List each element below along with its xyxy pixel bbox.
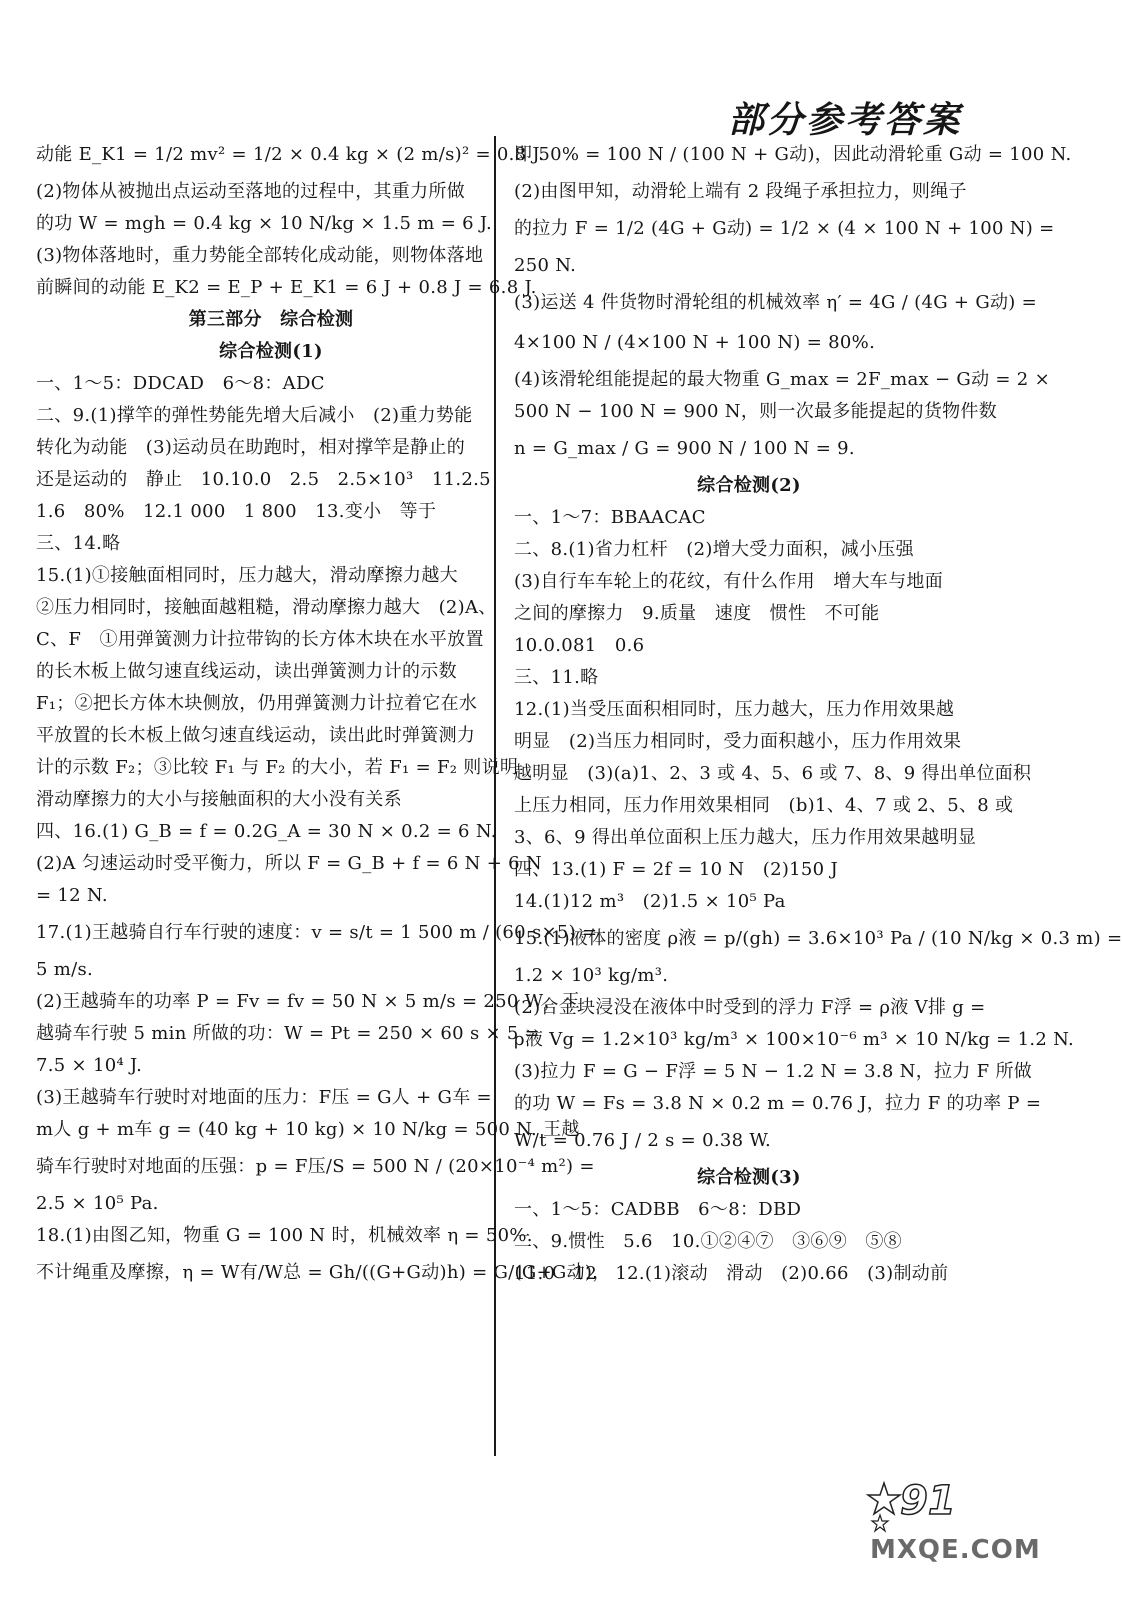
left-line-31: m人 g + m车 g = (40 kg + 10 kg) × 10 N/kg = 500 N. 王越: [36, 1119, 580, 1140]
header-title: 部分参考答案: [727, 99, 962, 141]
left-line-10: 转化为动能 (3)运动员在助跑时，相对撑竿是静止的: [36, 437, 465, 458]
right-line-33: 二、9.惯性 5.6 10.①②④⑦ ③⑥⑨ ⑤⑧: [514, 1231, 902, 1252]
left-line-15: ②压力相同时，接触面越粗糙，滑动摩擦力越大 (2)A、: [36, 597, 497, 618]
right-line-8: 500 N − 100 N = 900 N，则一次最多能提起的货物件数: [514, 401, 998, 422]
left-line-11: 还是运动的 静止 10.10.0 2.5 2.5×10³ 11.2.5: [36, 469, 491, 490]
right-line-28: (3)拉力 F = G − F浮 = 5 N − 1.2 N = 3.8 N，拉力 F 所做: [514, 1061, 1033, 1082]
left-line-16: C、F ①用弹簧测力计拉带钩的长方体木块在水平放置: [36, 629, 484, 650]
subsection-title-3: 综合检测(3): [697, 1167, 801, 1188]
left-line-22: 四、16.(1) G_B = f = 0.2G_A = 30 N × 0.2 = 6 N.: [36, 821, 497, 842]
left-line-8: 一、1～5：DDCAD 6～8：ADC: [36, 373, 325, 394]
right-line-14: 之间的摩擦力 9.质量 速度 惯性 不可能: [514, 603, 880, 624]
left-line-12: 1.6 80% 12.1 000 1 800 13.变小 等于: [36, 501, 437, 522]
right-column: [514, 134, 1122, 1290]
right-line-32: 一、1～5：CADBB 6～8：DBD: [514, 1199, 802, 1220]
left-line-34: 18.(1)由图乙知，物重 G = 100 N 时，机械效率 η = 50%.: [36, 1225, 533, 1246]
section-title: 第三部分 综合检测: [188, 309, 354, 330]
left-line-20: 计的示数 F₂；③比较 F₁ 与 F₂ 的大小，若 F₁ = F₂ 则说明: [36, 757, 519, 778]
left-line-23: (2)A 匀速运动时受平衡力，所以 F = G_B + f = 6 N + 6 N: [36, 853, 542, 874]
right-line-29: 的功 W = Fs = 3.8 N × 0.2 m = 0.76 J，拉力 F 的功率 P =: [514, 1093, 1042, 1114]
right-line-5: (3)运送 4 件货物时滑轮组的机械效率 η′ = 4G / (4G + G动) =: [514, 292, 1038, 313]
left-line-21: 滑动摩擦力的大小与接触面积的大小没有关系: [36, 789, 402, 810]
right-line-26: (2)合金块浸没在液体中时受到的浮力 F浮 = ρ液 V排 g =: [514, 997, 986, 1018]
right-line-9: n = G_max / G = 900 N / 100 N = 9.: [514, 438, 855, 459]
left-line-3: 的功 W = mgh = 0.4 kg × 10 N/kg × 1.5 m = 6 J.: [36, 213, 493, 234]
left-line-19: 平放置的长木板上做匀速直线运动，读出此时弹簧测力: [36, 725, 476, 746]
right-line-4: 250 N.: [514, 255, 577, 276]
right-line-11: 一、1～7：BBAACAC: [514, 507, 706, 528]
right-line-13: (3)自行车车轮上的花纹，有什么作用 增大车与地面: [514, 571, 943, 592]
left-line-13: 三、14.略: [36, 533, 121, 554]
right-line-20: 上压力相同，压力作用效果相同 (b)1、4、7 或 2、5、8 或: [514, 795, 1014, 816]
right-line-17: 12.(1)当受压面积相同时，压力越大，压力作用效果越: [514, 699, 955, 720]
left-line-35: 不计绳重及摩擦，η = W有/W总 = Gh/((G+G动)h) = G/(G+G动)，: [36, 1262, 611, 1283]
left-line-25: 17.(1)王越骑自行车行驶的速度：v = s/t = 1 500 m / (60 s×5) =: [36, 922, 598, 943]
right-line-30: W/t = 0.76 J / 2 s = 0.38 W.: [514, 1130, 772, 1151]
right-line-2: (2)由图甲知，动滑轮上端有 2 段绳子承担拉力，则绳子: [514, 181, 967, 202]
left-line-2: (2)物体从被抛出点运动至落地的过程中，其重力所做: [36, 181, 465, 202]
left-line-9: 二、9.(1)撑竿的弹性势能先增大后减小 (2)重力势能: [36, 405, 473, 426]
left-line-28: 越骑车行驶 5 min 所做的功：W = Pt = 250 × 60 s × 5 =: [36, 1023, 541, 1044]
watermark-logo: MXQE.COM: [870, 1535, 1041, 1565]
subsection-title-2: 综合检测(2): [697, 475, 801, 496]
left-line-24: = 12 N.: [36, 885, 108, 906]
left-line-1: 动能 E_K1 = 1/2 mv² = 1/2 × 0.4 kg × (2 m/s)² = 0.8 J.: [36, 144, 545, 165]
right-line-16: 三、11.略: [514, 667, 599, 688]
left-line-26: 5 m/s.: [36, 959, 94, 980]
left-line-17: 的长木板上做匀速直线运动，读出弹簧测力计的示数: [36, 661, 457, 682]
left-line-4: (3)物体落地时，重力势能全部转化成动能，则物体落地: [36, 245, 484, 266]
right-line-21: 3、6、9 得出单位面积上压力越大，压力作用效果越明显: [514, 827, 977, 848]
right-line-34: 11.0 12 12.(1)滚动 滑动 (2)0.66 (3)制动前: [514, 1263, 949, 1284]
right-line-27: ρ液 Vg = 1.2×10³ kg/m³ × 100×10⁻⁶ m³ × 10 N/kg = 1.2 N.: [514, 1029, 1075, 1050]
subsection-title-1: 综合检测(1): [219, 341, 323, 362]
right-line-25: 1.2 × 10³ kg/m³.: [514, 965, 669, 986]
page-number: 91: [900, 1478, 956, 1524]
right-line-19: 越明显 (3)(a)1、2、3 或 4、5、6 或 7、8、9 得出单位面积: [514, 763, 1032, 784]
right-line-22: 四、13.(1) F = 2f = 10 N (2)150 J: [514, 859, 838, 880]
left-line-5: 前瞬间的动能 E_K2 = E_P + E_K1 = 6 J + 0.8 J = 6.8 J.: [36, 277, 537, 298]
right-line-3: 的拉力 F = 1/2 (4G + G动) = 1/2 × (4 × 100 N + 100 N) =: [514, 218, 1055, 239]
left-line-14: 15.(1)①接触面相同时，压力越大，滑动摩擦力越大: [36, 565, 458, 586]
left-line-33: 2.5 × 10⁵ Pa.: [36, 1193, 159, 1214]
left-line-32: 骑车行驶时对地面的压强：p = F压/S = 500 N / (20×10⁻⁴ m²) =: [36, 1156, 595, 1177]
right-line-15: 10.0.081 0.6: [514, 635, 645, 656]
right-line-6: 4×100 N / (4×100 N + 100 N) = 80%.: [514, 332, 876, 353]
right-line-12: 二、8.(1)省力杠杆 (2)增大受力面积，减小压强: [514, 539, 914, 560]
right-line-23: 14.(1)12 m³ (2)1.5 × 10⁵ Pa: [514, 891, 786, 912]
left-line-27: (2)王越骑车的功率 P = Fv = fv = 50 N × 5 m/s = 250 W，王: [36, 991, 581, 1012]
right-line-24: 15.(1)液体的密度 ρ液 = p/(gh) = 3.6×10³ Pa / (10 N/kg × 0.3 m) =: [514, 928, 1122, 949]
right-line-7: (4)该滑轮组能提起的最大物重 G_max = 2F_max − G动 = 2 ×: [514, 369, 1050, 390]
right-line-18: 明显 (2)当压力相同时，受力面积越小，压力作用效果: [514, 731, 962, 752]
left-line-30: (3)王越骑车行驶时对地面的压力：F压 = G人 + G车 =: [36, 1087, 492, 1108]
left-line-29: 7.5 × 10⁴ J.: [36, 1055, 143, 1076]
right-line-1: 即 50% = 100 N / (100 N + G动)，因此动滑轮重 G动 = 100 N.: [514, 144, 1072, 165]
left-line-18: F₁；②把长方体木块侧放，仍用弹簧测力计拉着它在水: [36, 693, 478, 714]
